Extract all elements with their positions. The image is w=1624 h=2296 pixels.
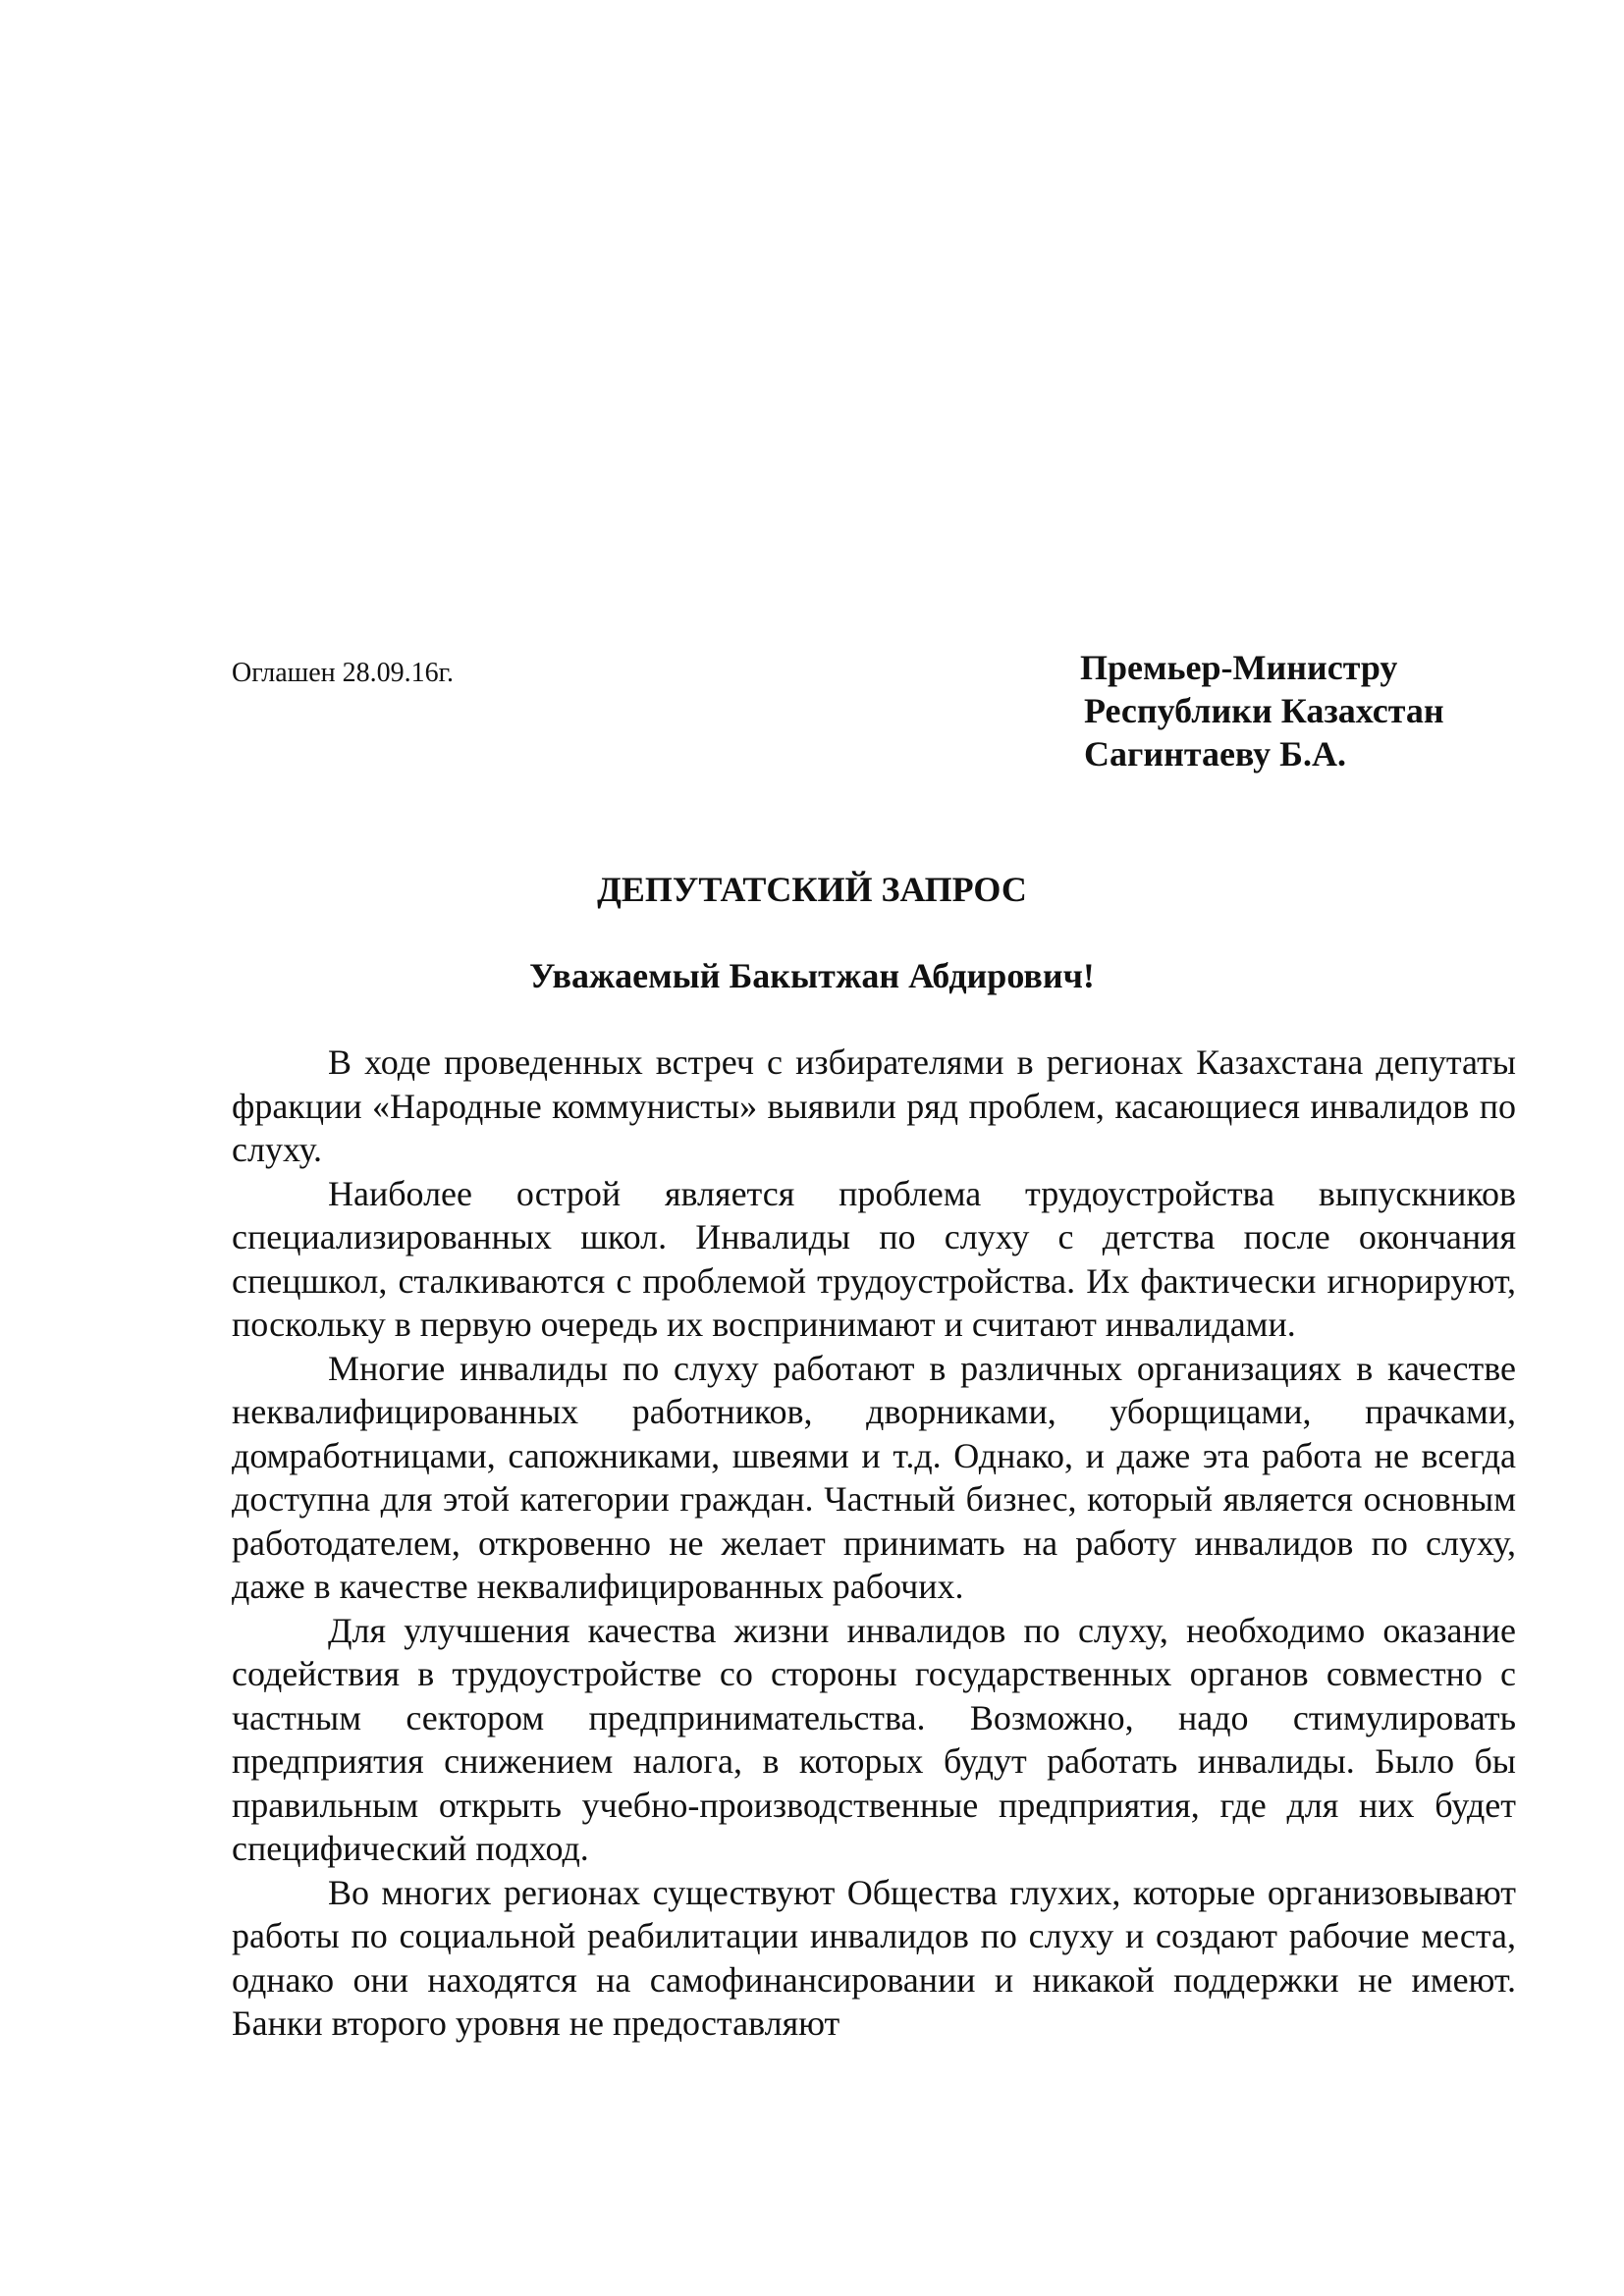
addressee-country: Республики Казахстан xyxy=(1084,691,1444,730)
document-title: ДЕПУТАТСКИЙ ЗАПРОС xyxy=(597,870,1027,909)
paragraph: Во многих регионах существуют Общества глухих, которые организовывают работы по социальной реабилитации инвалидов по слуху и создают рабочие места, однако они находятся на самофинансировании и никакой поддержки не имеют. Банки второго уровня не предоставляют xyxy=(232,1872,1516,2043)
addressee-block xyxy=(1080,646,1444,775)
announcement-date: Оглашен 28.09.16г. xyxy=(232,658,454,688)
addressee-name: Сагинтаеву Б.А. xyxy=(1084,734,1346,774)
paragraph: Наиболее острой является проблема трудоустройства выпускников специализированных школ. Инвалиды по слуху с детства после окончания спецшкол, сталкиваются с проблемой трудоустройства. Их фактически игнорируют, поскольку в первую очередь их воспринимают и считают инвалидами. xyxy=(232,1173,1516,1344)
document-body xyxy=(232,1041,1516,2046)
paragraph: Многие инвалиды по слуху работают в различных организациях в качестве неквалифицированных работников, дворниками, уборщицами, прачками, домработницами, сапожниками, швеями и т.д. Однако, и даже эта работа не всегда доступна для этой категории граждан. Частный бизнес, который является основным работодателем, откровенно не желает принимать на работу инвалидов по слуху, даже в качестве неквалифицированных рабочих. xyxy=(232,1348,1516,1606)
addressee-position: Премьер-Министру xyxy=(1080,648,1398,687)
paragraph: В ходе проведенных встреч с избирателями в регионах Казахстана депутаты фракции «Народные коммунисты» выявили ряд проблем, касающиеся инвалидов по слуху. xyxy=(232,1042,1516,1169)
paragraph: Для улучшения качества жизни инвалидов по слуху, необходимо оказание содействия в трудоустройстве со стороны государственных органов совместно с частным сектором предпринимательства. Возможно, надо стимулировать предприятия снижением налога, в которых будут работать инвалиды. Было бы правильным открыть учебно-производственные предприятия, где для них будет специфический подход. xyxy=(232,1610,1516,1868)
salutation: Уважаемый Бакытжан Абдирович! xyxy=(529,956,1095,995)
